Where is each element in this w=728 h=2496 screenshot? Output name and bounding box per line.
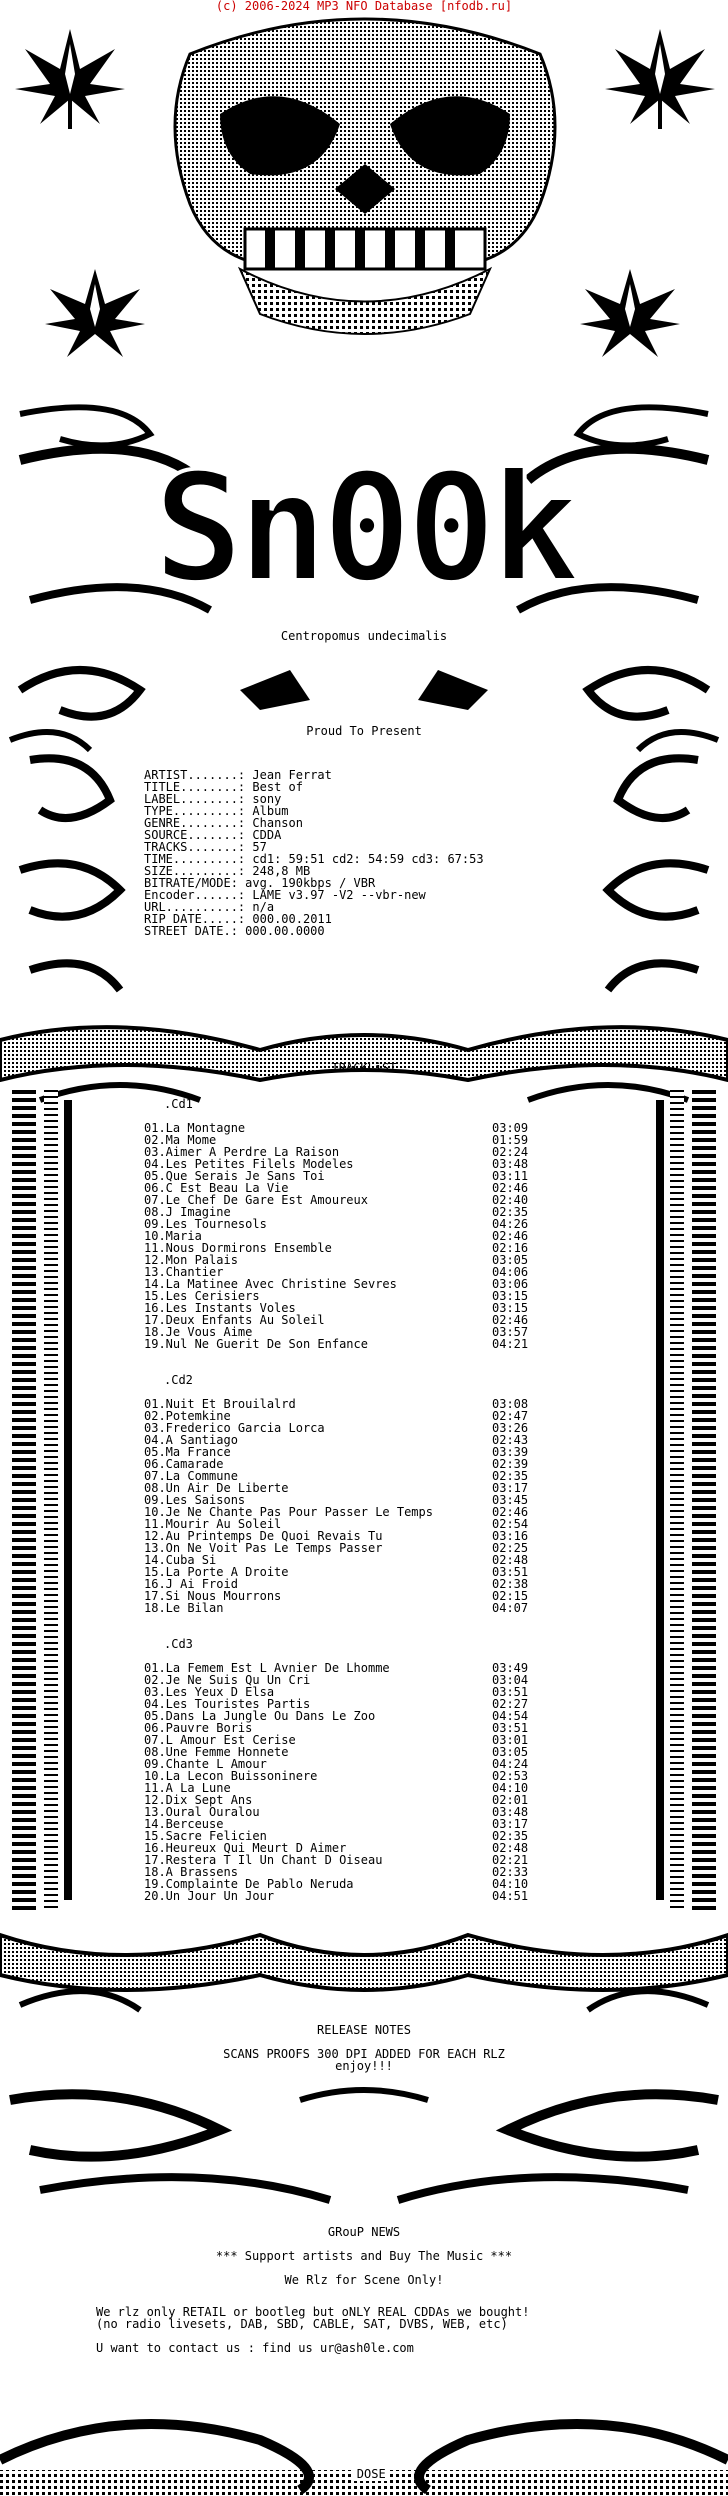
track-duration: 03:04 <box>492 1673 529 1687</box>
track-title: 03.Aimer A Perdre La Raison <box>144 1145 340 1159</box>
track-title: 02.Je Ne Suis Qu Un Cri <box>144 1673 311 1687</box>
track-duration: 02:43 <box>492 1433 529 1447</box>
info-label: STREET DATE.: <box>144 924 238 938</box>
track-duration: 02:46 <box>492 1313 529 1327</box>
track-duration: 04:24 <box>492 1757 529 1771</box>
track-duration: 03:49 <box>492 1661 529 1675</box>
track-title: 13.Oural Ouralou <box>144 1805 260 1819</box>
track-title: 10.La Lecon Buissoninere <box>144 1769 318 1783</box>
cannabis-leaf-icon <box>15 29 125 129</box>
track-duration: 03:51 <box>492 1721 529 1735</box>
info-value: 000.00.2011 <box>252 912 332 926</box>
disc-label: .Cd1 <box>164 1097 193 1111</box>
track-title: 04.Les Touristes Partis <box>144 1697 311 1711</box>
track-duration: 03:26 <box>492 1421 529 1435</box>
track-title: 20.Un Jour Un Jour <box>144 1889 275 1903</box>
disc-label: .Cd2 <box>164 1373 193 1387</box>
track-title: 18.Le Bilan <box>144 1601 224 1615</box>
track-duration: 03:11 <box>492 1169 529 1183</box>
track-title: 04.Les Petites Filels Modeles <box>144 1157 354 1171</box>
track-duration: 02:38 <box>492 1577 529 1591</box>
intro-text: Proud To Present <box>306 724 422 738</box>
cannabis-leaf-icon <box>580 269 680 357</box>
info-label: ARTIST.......: <box>144 768 246 782</box>
info-label: SIZE.........: <box>144 864 246 878</box>
info-value: Chanson <box>252 816 303 830</box>
info-label: TRACKS.......: <box>144 840 246 854</box>
group-logo <box>0 420 728 630</box>
track-title: 11.Mourir Au Soleil <box>144 1517 282 1531</box>
track-title: 02.Potemkine <box>144 1409 231 1423</box>
footer-line: (no radio livesets, DAB, SBD, CABLE, SAT, DVBS, WEB, etc) <box>96 2317 508 2331</box>
track-duration: 03:51 <box>492 1685 529 1699</box>
track-duration: 03:05 <box>492 1253 529 1267</box>
track-duration: 04:06 <box>492 1265 529 1279</box>
track-duration: 03:39 <box>492 1445 529 1459</box>
track-duration: 03:05 <box>492 1745 529 1759</box>
info-value: avg. 190kbps / VBR <box>245 876 376 890</box>
track-row <box>144 1602 728 1614</box>
logo-text: Sn00k <box>153 442 575 616</box>
track-title: 09.Les Tournesols <box>144 1217 267 1231</box>
group-news-line: *** Support artists and Buy The Music *** <box>215 2249 513 2263</box>
track-title: 14.La Matinee Avec Christine Sevres <box>144 1277 397 1291</box>
track-title: 13.On Ne Voit Pas Le Temps Passer <box>144 1541 383 1555</box>
release-notes-line: SCANS PROOFS 300 DPI ADDED FOR EACH RLZ <box>223 2047 505 2061</box>
track-duration: 03:15 <box>492 1289 529 1303</box>
track-title: 12.Dix Sept Ans <box>144 1793 253 1807</box>
track-title: 05.Dans La Jungle Ou Dans Le Zoo <box>144 1709 376 1723</box>
info-value: Album <box>252 804 289 818</box>
tracklist <box>144 1098 604 1918</box>
info-label: LABEL........: <box>144 792 246 806</box>
track-title: 12.Au Printemps De Quoi Revais Tu <box>144 1529 383 1543</box>
signature-text: DOSE <box>353 2467 390 2481</box>
info-row <box>144 925 604 937</box>
tracklist-bottom-art <box>0 1915 728 2015</box>
track-duration: 03:15 <box>492 1301 529 1315</box>
track-duration: 03:01 <box>492 1733 529 1747</box>
disc-label: .Cd3 <box>164 1637 193 1651</box>
track-title: 18.Je Vous Aime <box>144 1325 253 1339</box>
track-duration: 03:17 <box>492 1817 529 1831</box>
skull-and-leaf-art <box>0 14 728 454</box>
track-title: 05.Que Serais Je Sans Toi <box>144 1169 325 1183</box>
track-row <box>144 1890 728 1902</box>
info-value: cd1: 59:51 cd2: 54:59 cd3: 67:53 <box>252 852 484 866</box>
track-title: 17.Si Nous Mourrons <box>144 1589 282 1603</box>
contact-line: U want to contact us : find us ur@ash0le.com <box>96 2341 414 2355</box>
track-title: 07.La Commune <box>144 1469 238 1483</box>
release-notes-line: enjoy!!! <box>335 2059 393 2073</box>
info-label: URL..........: <box>144 900 246 914</box>
info-value: n/a <box>252 900 275 914</box>
track-title: 16.J Ai Froid <box>144 1577 238 1591</box>
track-title: 08.J Imagine <box>144 1205 231 1219</box>
signature <box>0 2456 728 2480</box>
release-info <box>144 769 604 937</box>
track-duration: 03:48 <box>492 1157 529 1171</box>
info-value: Jean Ferrat <box>252 768 332 782</box>
footer-line: We rlz only RETAIL or bootleg but oNLY REAL CDDAs we bought! <box>96 2305 530 2319</box>
track-row <box>144 1398 728 1410</box>
skull-icon <box>175 19 555 334</box>
info-label: SOURCE.......: <box>144 828 246 842</box>
track-duration: 04:51 <box>492 1889 529 1903</box>
track-title: 07.Le Chef De Gare Est Amoureux <box>144 1193 368 1207</box>
track-title: 03.Frederico Garcia Lorca <box>144 1421 325 1435</box>
track-row <box>144 1542 728 1554</box>
track-duration: 03:06 <box>492 1277 529 1291</box>
logo-subtitle: Centropomus undecimalis <box>280 629 448 643</box>
track-title: 06.Camarade <box>144 1457 224 1471</box>
track-duration: 02:48 <box>492 1841 529 1855</box>
track-title: 11.A La Lune <box>144 1781 231 1795</box>
track-duration: 01:59 <box>492 1133 529 1147</box>
track-duration: 02:24 <box>492 1145 529 1159</box>
track-row <box>144 1218 728 1230</box>
track-duration: 02:46 <box>492 1181 529 1195</box>
track-duration: 02:27 <box>492 1697 529 1711</box>
track-duration: 02:48 <box>492 1553 529 1567</box>
info-value: 57 <box>252 840 267 854</box>
track-duration: 04:10 <box>492 1877 529 1891</box>
track-duration: 02:15 <box>492 1589 529 1603</box>
track-duration: 03:51 <box>492 1565 529 1579</box>
group-news-art <box>0 2080 728 2220</box>
track-row <box>144 1590 728 1602</box>
left-border-decoration <box>12 1090 36 1910</box>
track-row <box>144 1254 728 1266</box>
cannabis-leaf-icon <box>45 269 145 357</box>
track-title: 02.Ma Mome <box>144 1133 217 1147</box>
track-duration: 03:17 <box>492 1481 529 1495</box>
track-title: 08.Un Air De Liberte <box>144 1481 289 1495</box>
cannabis-leaf-icon <box>605 29 715 129</box>
track-duration: 02:33 <box>492 1865 529 1879</box>
track-duration: 02:21 <box>492 1853 529 1867</box>
track-title: 13.Chantier <box>144 1265 224 1279</box>
track-row <box>144 1122 728 1134</box>
track-duration: 03:57 <box>492 1325 529 1339</box>
track-duration: 02:53 <box>492 1769 529 1783</box>
track-title: 19.Nul Ne Guerit De Son Enfance <box>144 1337 368 1351</box>
track-title: 10.Je Ne Chante Pas Pour Passer Le Temps <box>144 1505 433 1519</box>
track-title: 15.La Porte A Droite <box>144 1565 289 1579</box>
track-duration: 04:10 <box>492 1781 529 1795</box>
tracklist-top-art <box>0 1010 728 1110</box>
track-title: 09.Les Saisons <box>144 1493 246 1507</box>
tracklist-heading: TRACKLiST <box>331 1061 397 1075</box>
track-row <box>144 1434 728 1446</box>
track-duration: 02:35 <box>492 1829 529 1843</box>
track-duration: 02:46 <box>492 1229 529 1243</box>
track-row <box>144 1338 728 1350</box>
track-title: 06.C Est Beau La Vie <box>144 1181 289 1195</box>
release-notes-heading: RELEASE NOTES <box>317 2023 411 2037</box>
track-title: 06.Pauvre Boris <box>144 1721 253 1735</box>
track-title: 16.Heureux Qui Meurt D Aimer <box>144 1841 347 1855</box>
track-row <box>144 1446 728 1458</box>
info-label: TYPE.........: <box>144 804 246 818</box>
track-duration: 02:35 <box>492 1469 529 1483</box>
track-duration: 02:25 <box>492 1541 529 1555</box>
track-duration: 02:47 <box>492 1409 529 1423</box>
track-title: 16.Les Instants Voles <box>144 1301 296 1315</box>
left-border-decoration <box>44 1090 58 1910</box>
track-title: 08.Une Femme Honnete <box>144 1745 289 1759</box>
track-title: 14.Cuba Si <box>144 1553 217 1567</box>
track-duration: 02:16 <box>492 1241 529 1255</box>
track-row <box>144 1806 728 1818</box>
info-label: Encoder......: <box>144 888 246 902</box>
left-border-decoration <box>64 1100 72 1900</box>
group-news-heading: GRouP NEWS <box>327 2225 401 2239</box>
track-title: 10.Maria <box>144 1229 202 1243</box>
info-label: RIP DATE.....: <box>144 912 246 926</box>
track-duration: 04:07 <box>492 1601 529 1615</box>
track-title: 17.Deux Enfants Au Soleil <box>144 1313 325 1327</box>
track-duration: 04:54 <box>492 1709 529 1723</box>
track-title: 01.La Montagne <box>144 1121 246 1135</box>
track-duration: 02:01 <box>492 1793 529 1807</box>
info-value: 000.00.0000 <box>245 924 325 938</box>
info-value: Best of <box>252 780 303 794</box>
track-title: 19.Complainte De Pablo Neruda <box>144 1877 354 1891</box>
track-duration: 04:26 <box>492 1217 529 1231</box>
info-label: TIME.........: <box>144 852 246 866</box>
info-value: CDDA <box>252 828 282 842</box>
track-row <box>144 1194 728 1206</box>
track-title: 18.A Brassens <box>144 1865 238 1879</box>
track-title: 09.Chante L Amour <box>144 1757 267 1771</box>
track-duration: 03:09 <box>492 1121 529 1135</box>
track-title: 07.L Amour Est Cerise <box>144 1733 296 1747</box>
info-value: 248,8 MB <box>252 864 311 878</box>
track-title: 12.Mon Palais <box>144 1253 238 1267</box>
track-duration: 02:39 <box>492 1457 529 1471</box>
track-duration: 02:40 <box>492 1193 529 1207</box>
track-duration: 04:21 <box>492 1337 529 1351</box>
track-title: 04.A Santiago <box>144 1433 238 1447</box>
track-duration: 03:45 <box>492 1493 529 1507</box>
group-news-line: We Rlz for Scene Only! <box>284 2273 444 2287</box>
track-title: 15.Les Cerisiers <box>144 1289 260 1303</box>
track-duration: 02:46 <box>492 1505 529 1519</box>
info-label: BITRATE/MODE: <box>144 876 238 890</box>
track-duration: 02:35 <box>492 1205 529 1219</box>
info-value: sony <box>252 792 282 806</box>
track-title: 15.Sacre Felicien <box>144 1829 267 1843</box>
track-title: 01.Nuit Et Brouilalrd <box>144 1397 296 1411</box>
track-title: 11.Nous Dormirons Ensemble <box>144 1241 332 1255</box>
info-value: LAME v3.97 -V2 --vbr-new <box>252 888 426 902</box>
track-title: 03.Les Yeux D Elsa <box>144 1685 275 1699</box>
track-title: 14.Berceuse <box>144 1817 224 1831</box>
track-title: 17.Restera T Il Un Chant D Oiseau <box>144 1853 383 1867</box>
track-duration: 03:08 <box>492 1397 529 1411</box>
track-row <box>144 1770 728 1782</box>
info-label: GENRE........: <box>144 816 246 830</box>
track-duration: 03:48 <box>492 1805 529 1819</box>
track-title: 01.La Femem Est L Avnier De Lhomme <box>144 1661 390 1675</box>
track-duration: 02:54 <box>492 1517 529 1531</box>
info-label: TITLE........: <box>144 780 246 794</box>
nfo-database-credit: (c) 2006-2024 MP3 NFO Database [nfodb.ru] <box>215 0 513 13</box>
track-duration: 03:16 <box>492 1529 529 1543</box>
track-title: 05.Ma France <box>144 1445 231 1459</box>
